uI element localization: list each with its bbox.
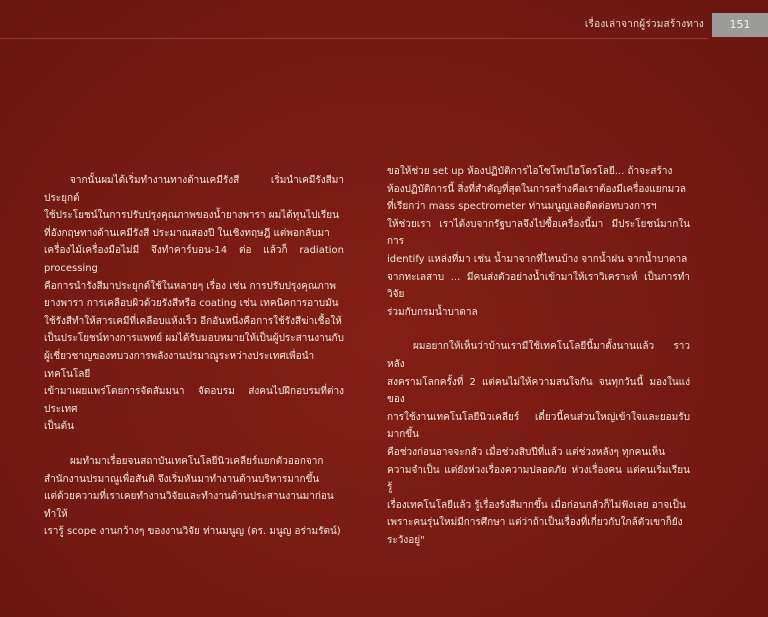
- paragraph-gap: [44, 436, 344, 453]
- paragraph-gap: [387, 321, 690, 338]
- running-header-title: เรื่องเล่าจากผู้ร่วมสร้างทาง: [584, 19, 704, 30]
- page-number: 151: [712, 13, 768, 37]
- right-text-column: [387, 163, 690, 549]
- left-text-column: [44, 172, 344, 541]
- body-paragraph: ผมทำมาเรื่อยจนสถาบันเทคโนโลยีนิวเคลียร์แยกตัวออกจาก สำนักงานปรมาณูเพื่อสันติ จึงเริ่มหันมาทำงานด้านบริหารมากขึ้น แต่ด้วยความที่เราเคยทำงานวิจัยและทำงานด้านประสานงานมาก่อน ทำให้ เรารู้ scope งานกว้างๆ ของงานวิจัย ท่านมนูญ (ดร. มนูญ อร่ามรัตน์): [44, 455, 341, 538]
- body-paragraph: ขอให้ช่วย set up ห้องปฏิบัติการไอโซโทปไฮโดรโลยี... ถ้าจะสร้าง ห้องปฏิบัติการนี้ สิ่งที่สำคัญที่สุดในการสร้างคือเราต้องมีเครื่องแยกมวล ที่เรียกว่า mass spectrometer ท่านมนูญเลยติดต่อทบวงการฯ ให้ช่วยเรา เราได้งบจากรัฐบาลจึงไปซื้อเครื่องนี้มา มีประโยชน์มากในการ identify แหล่งที่มา เช่น น้ำมาจากที่ไหนบ้าง จากน้ำฝน จากน้ำบาดาล จากทะเลสาบ ... มีคนส่งตัวอย่างน้ำเข้ามาให้เราวิเคราะห์ เป็นการทำวิจัย ร่วมกับกรมน้ำบาดาล: [387, 166, 690, 318]
- header-divider: [0, 38, 708, 39]
- body-paragraph: ผมอยากให้เห็นว่าบ้านเรามีใช้เทคโนโลยีนี้มาตั้งนานแล้ว ราวหลัง สงครามโลกครั้งที่ 2 แต่คนไม่ให้ความสนใจกัน จนทุกวันนี้ มองในแง่ของ การใช้งานเทคโนโลยีนิวเคลียร์ เดี๋ยวนี้คนส่วนใหญ่เข้าใจและยอมรับมากขึ้น คือช่วงก่อนอาจจะกลัว เมื่อช่วงสิบปีที่แล้ว แต่ช่วงหลังๆ ทุกคนเห็น ความจำเป็น แต่ยังห่วงเรื่องความปลอดภัย ห่วงเรื่องคน แต่คนเริ่มเรียนรู้ เรื่องเทคโนโลยีแล้ว รู้เรื่องรังสีมากขึ้น เมื่อก่อนกลัวก็ไม่ฟังเลย อาจเป็น เพราะคนรุ่นใหม่มีการศึกษา แต่ว่าถ้าเป็นเรื่องที่เกี่ยวกับใกล้ตัวเขาก็ยัง ระวังอยู่": [387, 341, 690, 546]
- body-paragraph: จากนั้นผมได้เริ่มทำงานทางด้านเคมีรังสี เริ่มนำเคมีรังสีมาประยุกต์ ใช้ประโยชน์ในการปรับปรุงคุณภาพของน้ำยางพารา ผมได้ทุนไปเรียน ที่อังกฤษทางด้านเคมีรังสี ประมาณสองปี ในเชิงทฤษฎี แต่พอกลับมา เครื่องไม้เครื่องมือไม่มี จึงทำคาร์บอน-14 ต่อ แล้วก็ radiation processing คือการนำรังสีมาประยุกต์ใช้ในหลายๆ เรื่อง เช่น การปรับปรุงคุณภาพ ยางพารา การเคลือบผิวด้วยรังสีหรือ coating เช่น เทคนิคการอาบมัน ใช้รังสีทำให้สารเคมีที่เคลือบแห้งเร็ว อีกอันหนึ่งคือการใช้รังสีฆ่าเชื้อให้ เป็นประโยชน์ทางการแพทย์ ผมได้รับมอบหมายให้เป็นผู้ประสานงานกับ ผู้เชี่ยวชาญของทบวงการพลังงานปรมาณูระหว่างประเทศเพื่อนำเทคโนโลยี เข้ามาเผยแพร่โดยการจัดสัมมนา จัดอบรม ส่งคนไปฝึกอบรมที่ต่างประเทศ เป็นต้น: [44, 175, 344, 433]
